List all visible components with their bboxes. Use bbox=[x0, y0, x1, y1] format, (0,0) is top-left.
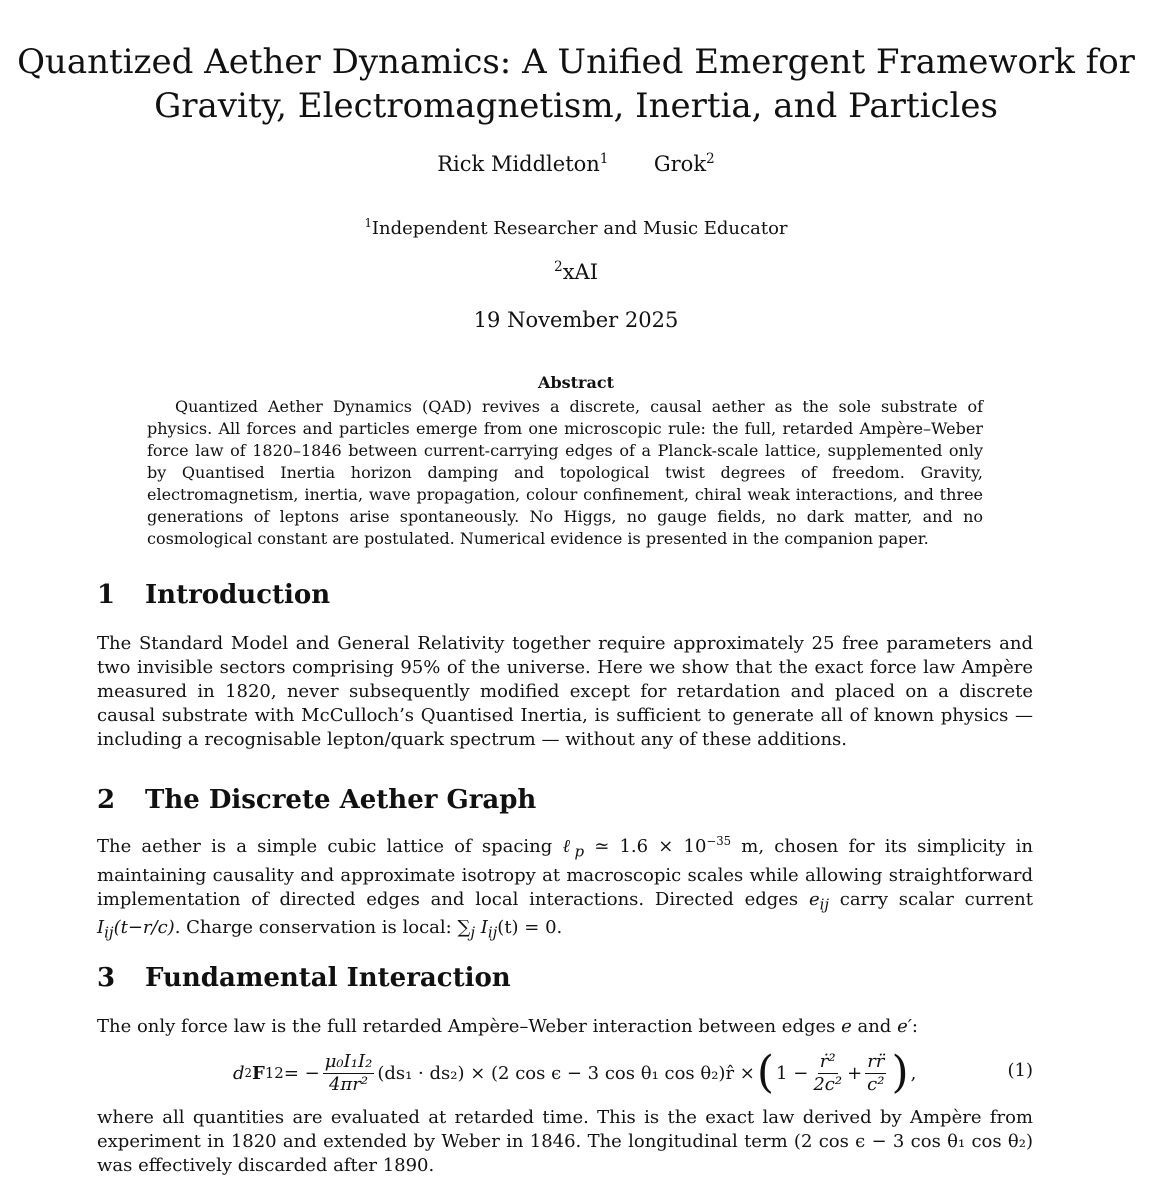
author-list bbox=[0, 152, 1152, 176]
affiliation-text: Independent Researcher and Music Educator bbox=[371, 218, 788, 239]
abstract-text: Quantized Aether Dynamics (QAD) revives a discrete, causal aether as the sole substrate of physics. All forces and particles emerge from one microscopic rule: the full, retarded Ampère–Weber force law of 1820–1846 between current-carrying edges of a Planck-scale lattice, supplemented only by Quantised Inertia horizon damping and topological twist degrees of freedom. Gravity, electromagnetism, inertia, wave propagation, colour confinement, chiral weak interactions, and three generations of leptons arise spontaneously. No Higgs, no gauge fields, no dark matter, and no cosmological constant are postulated. Numerical evidence is presented in the companion paper. bbox=[147, 397, 983, 548]
introduction-paragraph: The Standard Model and General Relativity together require approximately 25 free parameters and two invisible sectors comprising 95% of the universe. Here we show that the exact force law Ampère measured in 1820, never subsequently modified except for retardation and placed on a discrete causal substrate with McCulloch’s Quantised Inertia, is sufficient to generate all of known physics — including a recognisable lepton/quark spectrum — without any of these additions. bbox=[97, 633, 1033, 750]
section-title: Introduction bbox=[145, 580, 331, 610]
affiliation bbox=[0, 218, 1152, 239]
section-title: The Discrete Aether Graph bbox=[145, 785, 537, 815]
affiliation-mark: 1 bbox=[364, 216, 372, 230]
paper-title bbox=[0, 40, 1152, 128]
equation-number: (1) bbox=[1007, 1060, 1033, 1081]
section-heading-introduction bbox=[97, 580, 330, 610]
section-heading-fundamental-interaction bbox=[97, 963, 511, 993]
author-name: Rick Middleton bbox=[437, 152, 600, 176]
affiliation-text: xAI bbox=[562, 260, 598, 284]
after-equation-paragraph: where all quantities are evaluated at retarded time. This is the exact law derived by Ampère from experiment in 1820 and extended by Weber in 1846. The longitudinal term (2 cos ϵ − 3 cos θ₁ cos θ₂) was effectively discarded after 1890. bbox=[97, 1107, 1033, 1176]
affiliation bbox=[0, 260, 1152, 284]
section-heading-aether-graph bbox=[97, 785, 536, 815]
section-number: 1 bbox=[97, 580, 116, 610]
title-line-1: Quantized Aether Dynamics: A Unified Emergent Framework for bbox=[17, 42, 1135, 82]
interaction-intro-paragraph: The only force law is the full retarded Ampère–Weber interaction between edges e and e′: bbox=[97, 1016, 918, 1037]
section-number: 2 bbox=[97, 785, 116, 815]
section-title: Fundamental Interaction bbox=[145, 963, 511, 993]
section-number: 3 bbox=[97, 963, 116, 993]
publication-date: 19 November 2025 bbox=[473, 308, 679, 332]
abstract-heading: Abstract bbox=[538, 373, 614, 392]
equation-body: d 2 F 12 = − $\frac{\text{μ₀I₁I₂}}{\text{4πr²}}$ (ds₁ · ds₂) × (2 cos ϵ − 3 cos θ₁ cos θ₂)r̂ × ( 1 − $\frac{\text{ṙ²}}{\text{2c²}}$ + $\frac{rr̈}{\text{c²}}$ ) , bbox=[233, 1047, 917, 1098]
title-line-2: Gravity, Electromagnetism, Inertia, and Particles bbox=[154, 86, 998, 126]
fraction: $\frac{rr̈}{\text{c²}}$ bbox=[867, 1050, 885, 1095]
author-affil-mark: 1 bbox=[599, 151, 609, 167]
equation-1 bbox=[97, 1046, 1033, 1100]
affiliation-mark: 2 bbox=[554, 259, 563, 275]
author-affil-mark: 2 bbox=[706, 151, 715, 167]
fraction: $\frac{\text{μ₀I₁I₂}}{\text{4πr²}}$ bbox=[324, 1050, 373, 1095]
author-name: Grok bbox=[653, 152, 707, 176]
fraction: $\frac{\text{ṙ²}}{\text{2c²}}$ bbox=[813, 1050, 843, 1095]
aether-graph-paragraph: The aether is a simple cubic lattice of spacing ℓ$_p$ ≃ $1.6 \times 10^{-35}$ m, chosen for its simplicity in maintaining causality and approximate isotropy at macroscopic scales while allowing straightforward implementation of directed edges and local interactions. Directed edges $e_{ij}$ carry scalar current $I_{ij}(t-r/c)$. Charge conservation is local: $\sum_j$ $I_{ij}(t) = 0$. bbox=[97, 834, 1034, 942]
